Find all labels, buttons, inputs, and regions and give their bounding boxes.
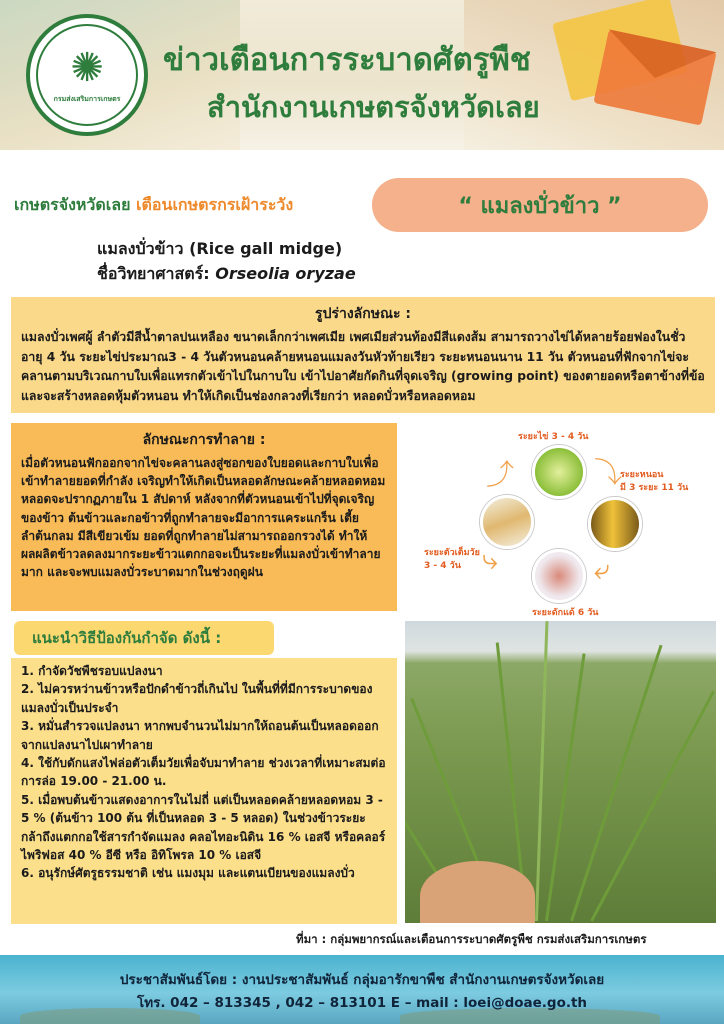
larva-photo xyxy=(588,497,642,551)
scientific-label: ชื่อวิทยาศาสตร์: xyxy=(97,264,210,283)
pest-name-badge: “ แมลงบั่วข้าว ” xyxy=(372,178,708,232)
cycle-arrow-icon: ⤵ xyxy=(594,456,623,489)
tagline-office: เกษตรจังหวัดเลย xyxy=(14,195,131,214)
page-subtitle: สำนักงานเกษตรจังหวัดเลย xyxy=(207,90,540,124)
advice-item: 3. หมั่นสำรวจแปลงนา หากพบจำนวนไม่มากให้ถอนต้นเป็นหลอดออกจากแปลงนาไปเผาทำลาย xyxy=(21,719,379,752)
morphology-box xyxy=(11,297,715,413)
doae-logo xyxy=(26,14,148,136)
footer-banner xyxy=(0,955,724,1024)
advice-item: 5. เมื่อพบต้นข้าวแสดงอาการในไม่ถี่ แต่เป็นหลอดคล้ายหลอดหอม 3 - 5 % (ต้นข้าว 100 ต้น ที่เป็นหลอด 3 - 5 หลอด) ในช่วงข้าวระยะกล้าถึงแตกกอใช้สารกำจัดแมลง คลอไทอะนิดิน 16 % เอสจี หรือคลอร์ไพริฟอส 40 % อีซี หรือ อิทิโพรล 10 % เอสจี xyxy=(21,792,386,863)
morphology-heading: รูปร่างลักษณะ : xyxy=(315,306,411,322)
rice-stalk xyxy=(545,653,586,921)
advice-heading: แนะนำวิธีป้องกันกำจัด ดังนี้ : xyxy=(14,621,274,655)
advice-box xyxy=(11,658,397,924)
common-name: แมลงบั่วข้าว (Rice gall midge) xyxy=(97,239,343,258)
page-title: ข่าวเตือนการระบาดศัตรูพืช xyxy=(163,42,531,78)
tagline xyxy=(14,193,293,218)
morphology-text: แมลงบั่วเพศผู้ ลำตัวมีสีน้ำตาลปนเหลือง ขนาดเล็กกว่าเพศเมีย เพศเมียส่วนท้องมีสีแดงส้ม สามารถวางไข่ได้หลายร้อยฟองในชั่วอายุ 4 วัน ระยะไข่ประมาณ3 - 4 วันตัวหนอนคล้ายหนอนแมลงวันหัวท้ายเรียว ระยะหนอนนาน 11 วัน ตัวหนอนที่ฟักจากไข่จะคลานตามบริเวณกาบใบเพื่อแทรกตัวเข้าไปในกาบใบ เข้าไปอาศัยกัดกินที่จุดเจริญ (growing point) ของตายอดหรือตาข้างที่ข้อ และจะสร้างหลอดหุ้มตัวหนอน ทำให้เกิดเป็นช่องกลวงที่เรียกว่า หลอดบั่วหรือหลอดหอม xyxy=(21,330,705,403)
egg-photo xyxy=(532,445,586,499)
adult-stage-duration: 3 - 4 วัน xyxy=(424,561,461,571)
rice-stalk xyxy=(535,621,548,921)
footer-publicity-line: ประชาสัมพันธ์โดย : งานประชาสัมพันธ์ กลุ่มอารักขาพืช สำนักงานเกษตรจังหวัดเลย xyxy=(119,972,605,988)
rice-field-photo xyxy=(405,621,716,923)
rice-stalk xyxy=(570,645,662,922)
advice-item: 4. ใช้กับดักแสงไฟล่อตัวเต็มวัยเพื่อจับมาทำลาย ช่วงเวลาที่เหมาะสมต่อการล่อ 19.00 - 21.00 น. xyxy=(21,756,386,789)
deity-seal-icon: ✺ xyxy=(70,44,104,91)
pupa-stage-label: ระยะดักแด้ 6 วัน xyxy=(532,608,599,618)
cycle-arrow-icon: ⤴ xyxy=(486,458,515,491)
life-cycle-diagram xyxy=(414,425,716,618)
cycle-arrow-icon: ⤶ xyxy=(594,553,610,586)
advice-list xyxy=(21,662,387,883)
larva-stage-label: ระยะหนอน xyxy=(620,470,664,480)
scientific-name-block xyxy=(97,236,356,286)
logo-text: กรมส่งเสริมการเกษตร xyxy=(53,94,121,103)
scientific-name-line xyxy=(97,261,356,286)
hand-holding-stalk xyxy=(420,861,535,923)
egg-stage-label: ระยะไข่ 3 - 4 วัน xyxy=(518,432,589,442)
adult-photo xyxy=(480,495,534,549)
advice-item: 1. กำจัดวัชพืชรอบแปลงนา xyxy=(21,664,163,678)
tagline-warning: เตือนเกษตรกรเฝ้าระวัง xyxy=(136,195,294,214)
advice-item: 6. อนุรักษ์ศัตรูธรรมชาติ เช่น แมงมุม และแตนเบียนของแมลงบั่ว xyxy=(21,866,355,881)
adult-stage-label: ระยะตัวเต็มวัย xyxy=(424,548,480,558)
source-credit: ที่มา : กลุ่มพยากรณ์และเตือนการระบาดศัตรูพืช กรมส่งเสริมการเกษตร xyxy=(296,932,647,946)
larva-stage-duration: มี 3 ระยะ 11 วัน xyxy=(620,483,689,493)
scientific-latin: Orseolia oryzae xyxy=(215,264,356,283)
header-banner xyxy=(0,0,724,150)
advice-item: 2. ไม่ควรหว่านข้าวหรือปักดำข้าวถี่เกินไป ในพื้นที่ที่มีการระบาดของแมลงบั่วเป็นประจำ xyxy=(21,682,373,715)
damage-heading: ลักษณะการทำลาย : xyxy=(142,432,266,448)
pupa-photo xyxy=(532,549,586,603)
footer-contact-line: โทร. 042 – 813345 , 042 – 813101 E – mail : loei@doae.go.th xyxy=(136,995,588,1011)
cycle-arrow-icon: ⤷ xyxy=(482,543,498,576)
damage-text: เมื่อตัวหนอนฟักออกจากไข่จะคลานลงสู่ซอกของใบยอดและกาบใบเพื่อเข้าทำลายยอดที่กำลัง เจริญทำให้เกิดเป็นหลอดลักษณะคล้ายหลอดหอม หลอดจะปรากฏภายใน 1 สัปดาห์ หลังจากที่ตัวหนอนเข้าไปที่จุดเจริญของข้าว ต้นข้าวและกอข้าวที่ถูกทำลายจะมีอาการแคระแกร็น เตี้ย ลำต้นกลม มีสีเขียวเข้ม ยอดที่ถูกทำลายไม่สามารถออกรวงได้ ทำให้ผลผลิตข้าวลดลงมากระยะข้าวแตกกอจะเป็นระยะที่แมลงบั่วเข้าทำลายมาก และจะพบแมลงบั่วระบาดมากในช่วงฤดูฝน xyxy=(21,456,386,580)
logo-seal xyxy=(36,24,138,126)
damage-box xyxy=(11,423,397,611)
